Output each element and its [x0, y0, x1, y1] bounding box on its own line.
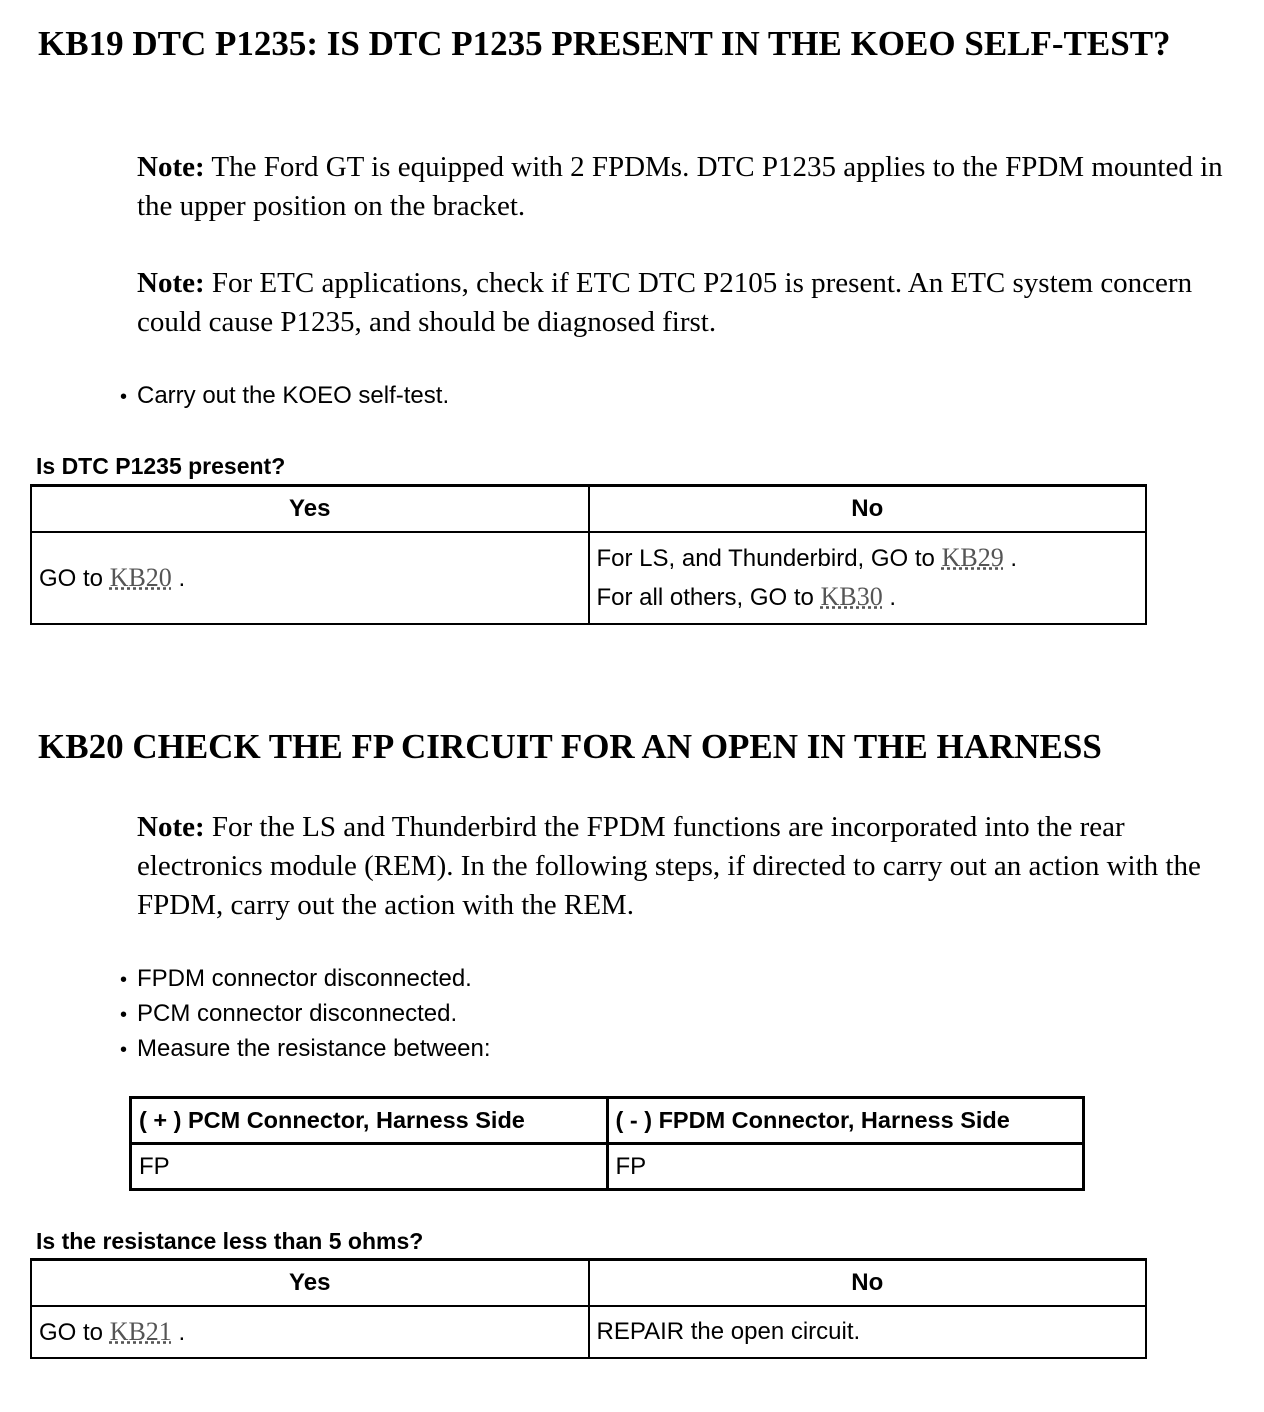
yes-cell [31, 1306, 589, 1358]
no-text-line2-end: . [882, 583, 897, 611]
note-text: The Ford GT is equipped with 2 FPDMs. DTC P1235 applies to the FPDM mounted in the upper position on the bracket. [137, 151, 1223, 222]
link-kb21[interactable]: KB21 [109, 1316, 172, 1346]
link-kb29[interactable]: KB29 [941, 542, 1004, 572]
note-label: Note: [137, 811, 205, 843]
kb19-title: KB19 DTC P1235: IS DTC P1235 PRESENT IN THE KOEO SELF-TEST? [38, 24, 1171, 63]
yes-header: Yes [31, 1260, 589, 1306]
table-row [131, 1144, 1084, 1190]
kb20-note-rem [137, 808, 1227, 925]
kb20-measurement-table [129, 1096, 1085, 1191]
table-header-row [31, 1260, 1146, 1306]
list-item: • Carry out the KOEO self-test. [120, 379, 449, 414]
note-label: Note: [137, 267, 205, 299]
yes-text: GO to [39, 564, 110, 592]
list-item: • PCM connector disconnected. [120, 997, 491, 1032]
kb19-note-etc [137, 264, 1247, 342]
table-row [31, 1306, 1146, 1358]
table-header-row [131, 1098, 1084, 1144]
no-text-line2: For all others, GO to [596, 583, 821, 611]
yes-header: Yes [31, 486, 589, 532]
no-cell [589, 532, 1147, 624]
no-cell: REPAIR the open circuit. [589, 1306, 1147, 1358]
no-text-line1: For LS, and Thunderbird, GO to [596, 544, 942, 572]
note-label: Note: [137, 151, 205, 183]
list-item: • FPDM connector disconnected. [120, 962, 491, 997]
kb20-decision-table [30, 1258, 1147, 1359]
yes-cell [31, 532, 589, 624]
yes-text-end: . [171, 1318, 186, 1346]
table-row [31, 532, 1146, 624]
no-header: No [589, 1260, 1147, 1306]
kb19-note-ford-gt [137, 148, 1247, 226]
link-kb20[interactable]: KB20 [109, 562, 172, 592]
no-text-line1-end: . [1003, 544, 1018, 572]
table-header-row [31, 486, 1146, 532]
kb20-step-list [120, 962, 491, 1067]
kb19-step-list [120, 379, 449, 414]
link-kb30[interactable]: KB30 [820, 581, 883, 611]
yes-text-end: . [171, 564, 186, 592]
kb19-decision-table [30, 484, 1147, 625]
yes-text: GO to [39, 1318, 110, 1346]
kb20-title: KB20 CHECK THE FP CIRCUIT FOR AN OPEN IN THE HARNESS [38, 727, 1102, 766]
fpdm-pin-cell: FP [607, 1144, 1084, 1190]
note-text: For the LS and Thunderbird the FPDM functions are incorporated into the rear electronics module (REM). In the following steps, if directed to carry out an action with the FPDM, carry out the action with the REM. [137, 811, 1201, 921]
no-header: No [589, 486, 1147, 532]
list-item: • Measure the resistance between: [120, 1032, 491, 1067]
pcm-pin-cell: FP [131, 1144, 608, 1190]
pcm-connector-header: ( + ) PCM Connector, Harness Side [131, 1098, 608, 1144]
note-text: For ETC applications, check if ETC DTC P2105 is present. An ETC system concern could cause P1235, and should be diagnosed first. [137, 267, 1193, 338]
kb19-question: Is DTC P1235 present? [36, 453, 286, 479]
fpdm-connector-header: ( - ) FPDM Connector, Harness Side [607, 1098, 1084, 1144]
kb20-question: Is the resistance less than 5 ohms? [36, 1228, 424, 1254]
